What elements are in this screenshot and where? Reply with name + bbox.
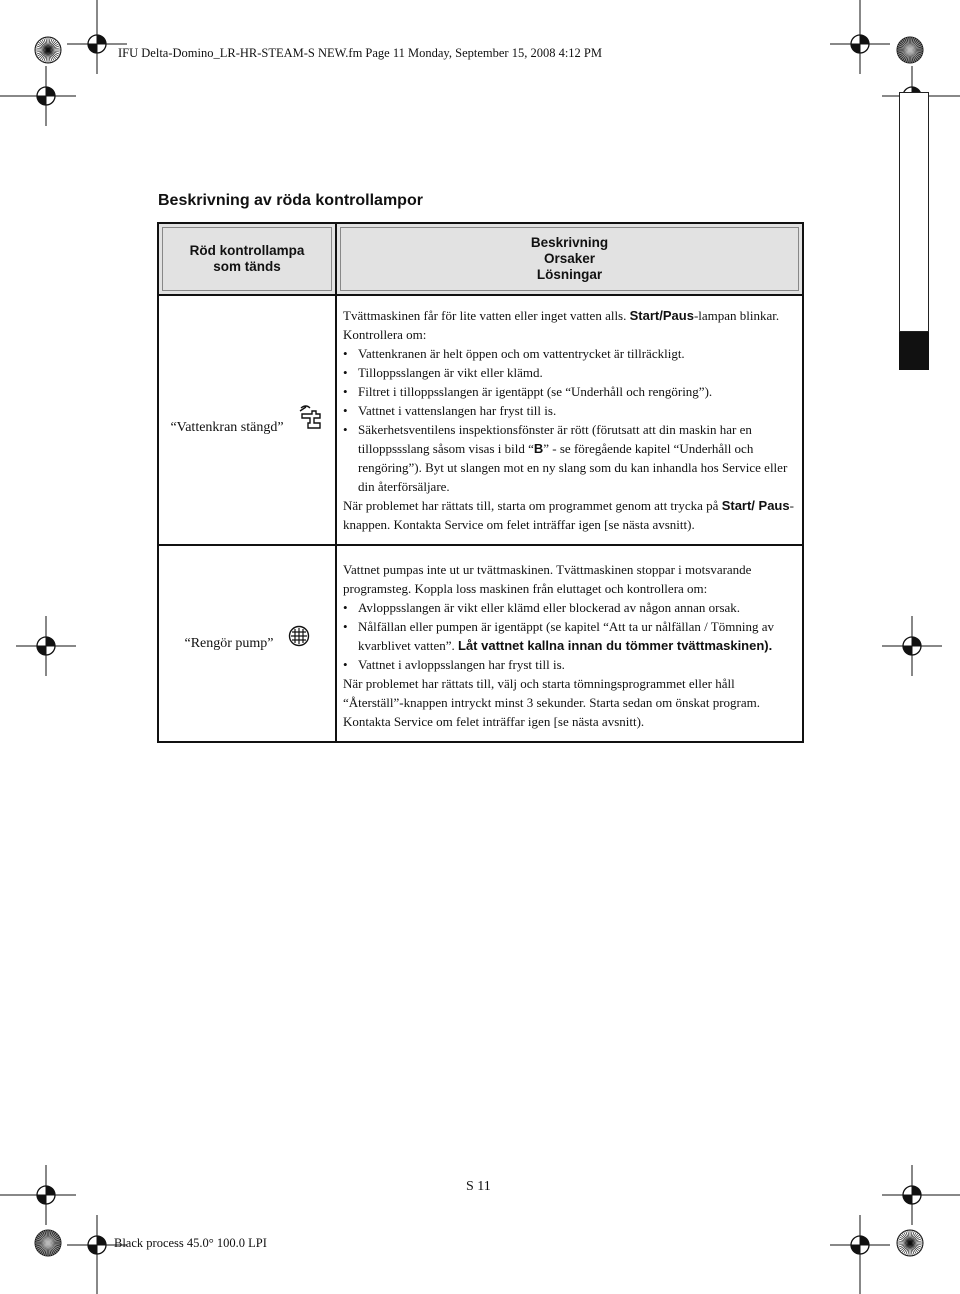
row-outro: När problemet har rättats till, välj och starta tömningsprogrammet eller håll “Återställ”-knappen intryckt minst 3 sekunder. Starta sedan om önskat program. Kontakta Service om felet inträffar igen [se nästa avsnitt). [343, 676, 760, 729]
list-item: • Vattenkranen är helt öppen och om vattentrycket är tillräckligt. [343, 346, 685, 361]
indicator-table [157, 222, 804, 743]
tap-icon [298, 404, 324, 437]
row-label-cell [158, 545, 336, 742]
table-header-row [158, 223, 803, 295]
row-label-cell [158, 295, 336, 545]
registration-cross-icon [882, 1165, 942, 1225]
row-outro: När problemet har rättats till, starta om programmet genom att trycka på Start/ Paus-knappen. Kontakta Service om felet inträffar igen [se nästa avsnitt). [343, 498, 794, 532]
list-item: • Vattnet i avloppsslangen har fryst till is. [343, 657, 565, 672]
registration-star-icon [896, 1229, 924, 1257]
header-right-line-2: Orsaker [543, 251, 596, 266]
row-check-label: Kontrollera om: [343, 327, 427, 342]
thumb-index-marker [899, 332, 929, 370]
print-info: Black process 45.0° 100.0 LPI [114, 1236, 267, 1250]
list-item: • Tilloppsslangen är vikt eller klämd. [343, 365, 543, 380]
list-item: • Filtret i tilloppsslangen är igentäppt (se “Underhåll och rengöring”). [343, 384, 713, 399]
row-intro: Vattnet pumpas inte ut ur tvättmaskinen. Tvättmaskinen stoppar i motsvarande programsteg. Koppla loss maskinen från eluttaget och kontrollera om: [343, 562, 752, 596]
row-description-cell [336, 545, 803, 742]
registration-cross-icon [16, 66, 76, 126]
row-label: “Rengör pump” [184, 635, 274, 651]
registration-cross-icon [882, 616, 942, 676]
header-right-line-1: Beskrivning [530, 235, 609, 250]
registration-cross-icon [830, 1215, 890, 1275]
header-right-cell [336, 223, 803, 295]
list-item: • Avloppsslangen är vikt eller klämd eller blockerad av någon annan orsak. [343, 600, 741, 615]
row-description-cell [336, 295, 803, 545]
section-title: Beskrivning av röda kontrollampor [158, 192, 423, 209]
table-row [158, 545, 803, 742]
header-left-line-1: Röd kontrollampa [189, 243, 305, 258]
header-left-cell [158, 223, 336, 295]
list-item: • Säkerhetsventilens inspektionsfönster är rött (förutsatt att din maskin har en tilloppssslang såsom visas i bild “B” - se föregående kapitel “Underhåll och rengöring”). Byt ut slangen mot en ny slang som du kan inhandla hos Service eller din återförsäljare. [343, 422, 788, 494]
pump-filter-icon [288, 625, 310, 652]
registration-cross-icon [67, 14, 127, 74]
registration-star-icon [34, 36, 62, 64]
page-number: S 11 [466, 1179, 491, 1194]
registration-star-icon [896, 36, 924, 64]
row-intro: Tvättmaskinen får för lite vatten eller inget vatten alls. Start/Paus-lampan blinkar. [343, 308, 780, 323]
registration-cross-icon [16, 616, 76, 676]
running-head: IFU Delta-Domino_LR-HR-STEAM-S NEW.fm Page 11 Monday, September 15, 2008 4:12 PM [118, 46, 602, 60]
registration-star-icon [34, 1229, 62, 1257]
list-item: • Nålfällan eller pumpen är igentäppt (se kapitel “Att ta ur nålfällan / Tömning av kvarblivet vatten”. Låt vattnet kallna innan du tömmer tvättmaskinen). [343, 619, 774, 653]
thumb-index-tab [899, 92, 929, 332]
registration-cross-icon [830, 14, 890, 74]
table-row [158, 295, 803, 545]
header-left-line-2: som tänds [213, 259, 281, 274]
row-label: “Vattenkran stängd” [170, 420, 284, 435]
header-right-line-3: Lösningar [536, 267, 603, 282]
list-item: • Vattnet i vattenslangen har fryst till is. [343, 403, 557, 418]
